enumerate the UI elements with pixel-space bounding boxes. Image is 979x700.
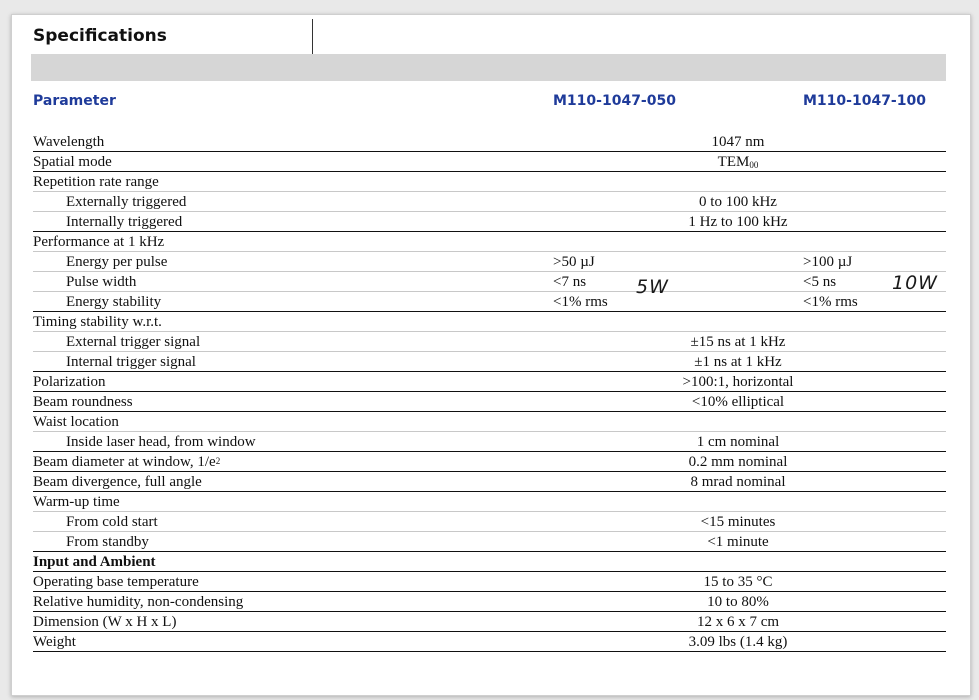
spec-row-polarization (33, 372, 946, 392)
spec-row-wavelength (33, 132, 946, 152)
spec-row-energy-per-pulse (33, 252, 946, 272)
row-value: <1 minute (707, 534, 769, 550)
row-label: Repetition rate range (33, 174, 159, 190)
page-title: Specifications (33, 26, 167, 46)
row-label: Pulse width (66, 274, 137, 290)
row-value-100: <5 ns (803, 274, 837, 290)
row-label: Beam roundness (33, 394, 133, 410)
row-label: Dimension (W x H x L) (33, 614, 177, 630)
row-value: 15 to 35 °C (703, 574, 773, 590)
column-header-parameter: Parameter (33, 93, 116, 109)
spec-row-rep-rate (33, 172, 946, 192)
spec-row-inside-laser-head (33, 432, 946, 452)
row-value-100: <1% rms (803, 294, 858, 310)
row-label: Performance at 1 kHz (33, 234, 165, 250)
spec-row-standby (33, 532, 946, 552)
row-value-100: >100 µJ (803, 254, 853, 270)
row-value: 0 to 100 kHz (699, 194, 777, 210)
row-label: Beam divergence, full angle (33, 474, 202, 490)
row-label: Internally triggered (66, 214, 183, 230)
row-label: Energy per pulse (66, 254, 168, 270)
spec-row-beam-roundness (33, 392, 946, 412)
handwritten-note-5w: 5W (636, 276, 669, 298)
spec-row-weight (33, 632, 946, 652)
spec-row-operating-temp (33, 572, 946, 592)
header-band (31, 54, 946, 81)
row-label: Weight (33, 634, 76, 650)
spec-row-ext-triggered (33, 192, 946, 212)
label-superscript: 2 (215, 456, 221, 466)
column-header-model-100: M110-1047-100 (803, 93, 926, 109)
row-label: Operating base temperature (33, 574, 199, 590)
row-label: Wavelength (33, 134, 105, 150)
spec-row-cold-start (33, 512, 946, 532)
spec-row-spatial-mode (33, 152, 946, 172)
row-value (553, 152, 923, 173)
spec-row-timing-stability (33, 312, 946, 332)
spec-row-dimension (33, 612, 946, 632)
row-label: Timing stability w.r.t. (33, 314, 162, 330)
value-subscript: 00 (749, 160, 759, 170)
row-value: 1047 nm (711, 134, 765, 150)
row-value: 3.09 lbs (1.4 kg) (688, 634, 788, 650)
row-value: 1 cm nominal (696, 434, 780, 450)
spec-row-energy-stability (33, 292, 946, 312)
row-label: Polarization (33, 374, 106, 390)
spec-row-beam-diameter (33, 452, 946, 472)
row-label: Energy stability (66, 294, 162, 310)
row-label: External trigger signal (66, 334, 201, 350)
row-label: Waist location (33, 414, 119, 430)
row-value: >100:1, horizontal (682, 374, 794, 390)
row-label: Warm-up time (33, 494, 120, 510)
row-value-050: >50 µJ (553, 254, 595, 270)
spec-row-humidity (33, 592, 946, 612)
row-value: <10% elliptical (691, 394, 785, 410)
row-label: From standby (66, 534, 149, 550)
spec-sheet (11, 14, 971, 696)
value-text: TEM (717, 154, 750, 170)
spec-row-waist-location (33, 412, 946, 432)
section-input-ambient (33, 552, 946, 572)
row-value: 10 to 80% (707, 594, 769, 610)
row-value: 0.2 mm nominal (688, 454, 788, 470)
spec-row-performance (33, 232, 946, 252)
spec-row-ext-trigger-signal (33, 332, 946, 352)
row-value-050: <7 ns (553, 274, 587, 290)
spec-row-beam-divergence (33, 472, 946, 492)
handwritten-note-10w: 10W (892, 272, 938, 294)
row-value-050: <1% rms (553, 294, 608, 310)
row-value: 12 x 6 x 7 cm (696, 614, 780, 630)
section-heading: Input and Ambient (33, 554, 156, 570)
row-label: Internal trigger signal (66, 354, 196, 370)
row-label: Spatial mode (33, 154, 112, 170)
spec-row-int-trigger-signal (33, 352, 946, 372)
row-label: Inside laser head, from window (66, 434, 256, 450)
row-value: ±15 ns at 1 kHz (690, 334, 786, 350)
spec-row-int-triggered (33, 212, 946, 232)
row-value: 8 mrad nominal (690, 474, 786, 490)
row-label: From cold start (66, 514, 158, 530)
column-header-model-050: M110-1047-050 (553, 93, 676, 109)
row-value: ±1 ns at 1 kHz (694, 354, 782, 370)
row-value: <15 minutes (700, 514, 776, 530)
row-value: 1 Hz to 100 kHz (688, 214, 788, 230)
row-label: Relative humidity, non-condensing (33, 594, 244, 610)
spec-row-warm-up (33, 492, 946, 512)
spec-table (33, 132, 946, 652)
row-label: Externally triggered (66, 194, 187, 210)
label-text: Beam diameter at window, 1/e (33, 454, 216, 470)
row-label (33, 452, 220, 473)
spec-row-pulse-width (33, 272, 946, 292)
